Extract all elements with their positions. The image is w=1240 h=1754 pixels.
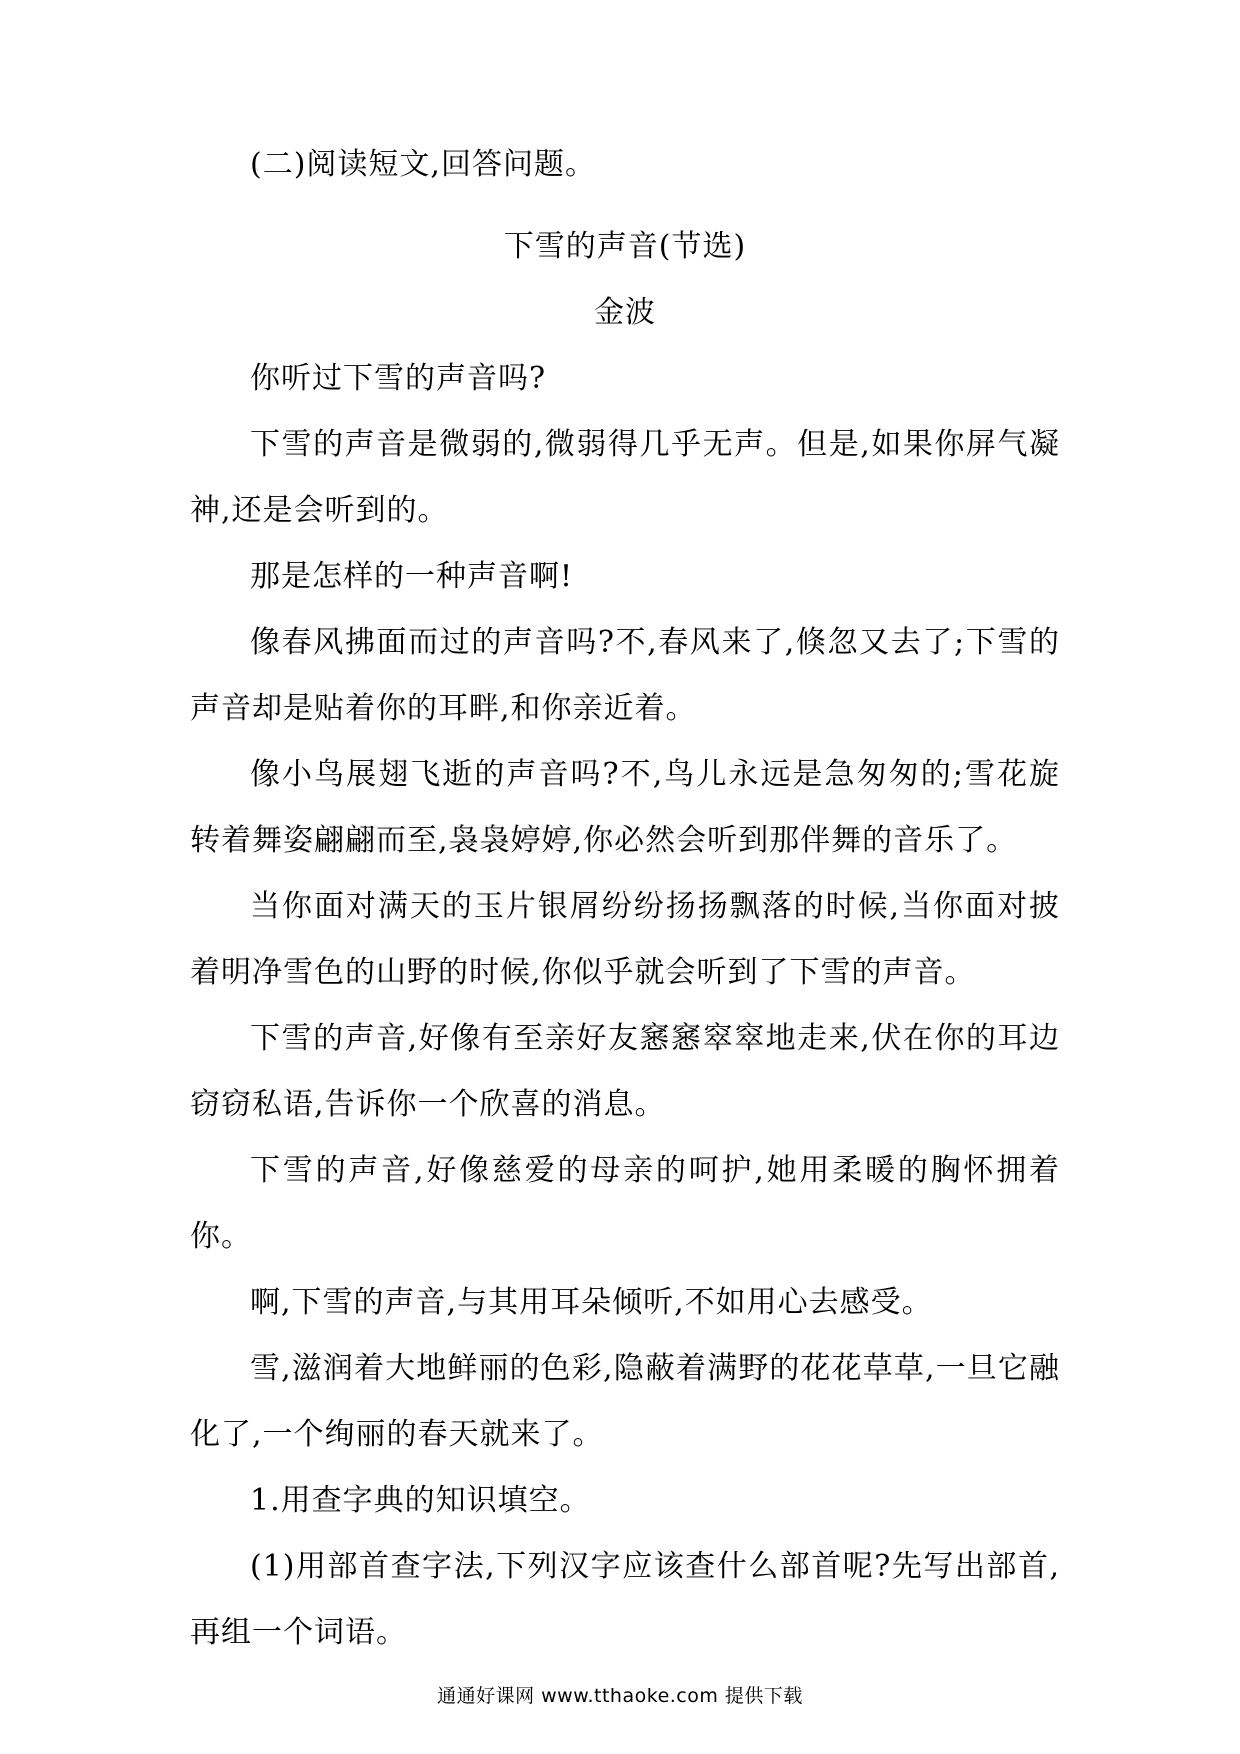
- section-heading-block: [190, 132, 1060, 198]
- article-paragraph: 那是怎样的一种声音啊!: [250, 559, 574, 594]
- question-1-sub-1: (1)用部首查字法,下列汉字应该查什么部首呢?先写出部首,再组一个词语。: [190, 1549, 1060, 1650]
- page-footer: 通通好课网 www.tthaoke.com 提供下载: [437, 1685, 803, 1707]
- article-paragraph: 你听过下雪的声音吗?: [250, 361, 547, 396]
- article-paragraph: 当你面对满天的玉片银屑纷纷扬扬飘落的时候,当你面对披着明净雪色的山野的时候,你似乎就会听到了下雪的声音。: [190, 889, 1060, 990]
- article-author: 金波: [594, 295, 656, 330]
- article-paragraph: 像小鸟展翅飞逝的声音吗?不,鸟儿永远是急匆匆的;雪花旋转着舞姿翩翩而至,袅袅婷婷,你必然会听到那伴舞的音乐了。: [190, 757, 1060, 858]
- article-header: [190, 214, 1060, 346]
- article-title: 下雪的声音(节选): [503, 229, 747, 264]
- article-paragraph: 下雪的声音是微弱的,微弱得几乎无声。但是,如果你屏气凝神,还是会听到的。: [190, 427, 1060, 528]
- question-1: 1.用查字典的知识填空。: [250, 1483, 591, 1518]
- article-paragraph: 像春风拂面而过的声音吗?不,春风来了,倏忽又去了;下雪的声音却是贴着你的耳畔,和你亲近着。: [190, 625, 1060, 726]
- article-paragraph: 啊,下雪的声音,与其用耳朵倾听,不如用心去感受。: [250, 1285, 933, 1320]
- article-body: [190, 346, 1060, 1666]
- article-paragraph: 下雪的声音,好像慈爱的母亲的呵护,她用柔暖的胸怀拥着你。: [190, 1153, 1060, 1254]
- article-paragraph: 雪,滋润着大地鲜丽的色彩,隐蔽着满野的花花草草,一旦它融化了,一个绚丽的春天就来了。: [190, 1351, 1060, 1452]
- section-heading: (二)阅读短文,回答问题。: [250, 147, 596, 182]
- article-paragraph: 下雪的声音,好像有至亲好友窸窸窣窣地走来,伏在你的耳边窃窃私语,告诉你一个欣喜的消息。: [190, 1021, 1060, 1122]
